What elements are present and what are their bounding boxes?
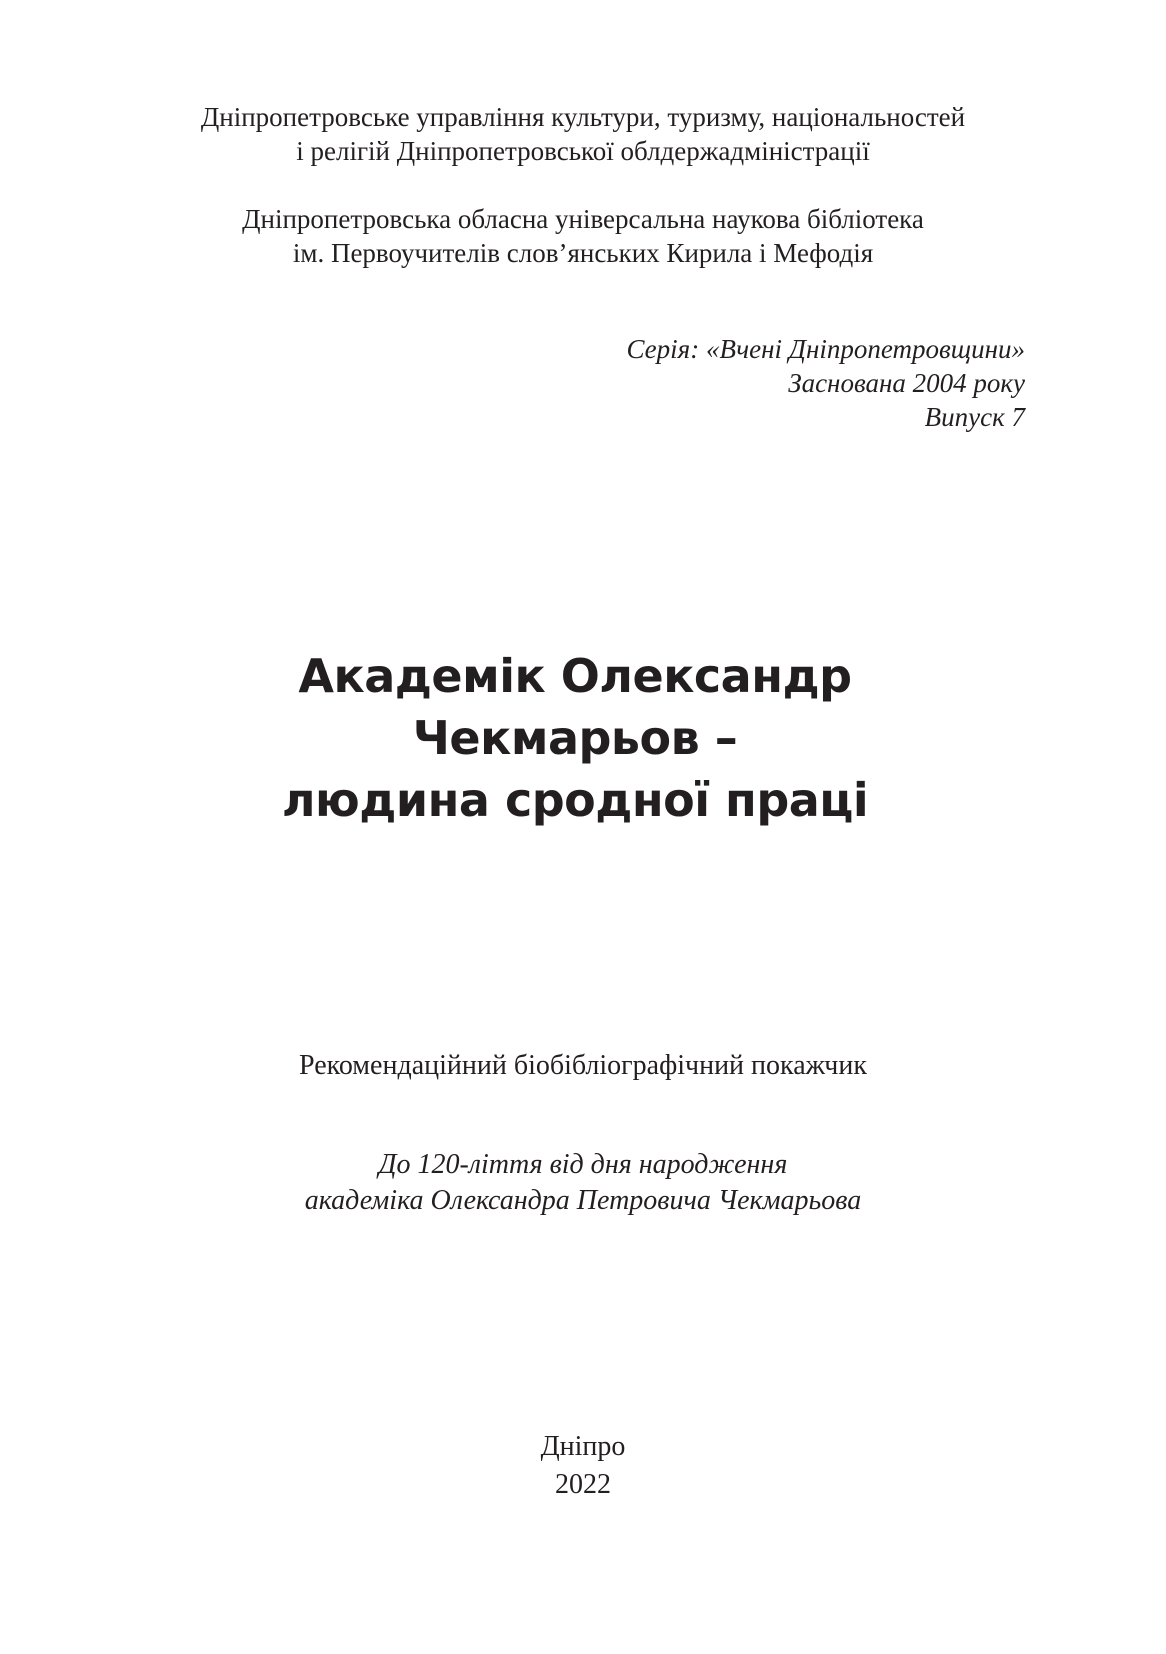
dedication-line-1: До 120-ліття від дня народження xyxy=(378,1149,788,1180)
series-issue: Випуск 7 xyxy=(924,402,1025,432)
book-subtitle xyxy=(0,1049,1166,1083)
book-title xyxy=(0,645,1158,831)
dedication-line-2: академіка Олександра Петровича Чекмарьова xyxy=(304,1185,862,1216)
organization-line-2: і релігій Дніпропетровської облдержадміністрації xyxy=(296,136,870,166)
title-line-1: Академік Олександр xyxy=(298,649,852,703)
library-line-1: Дніпропетровська обласна універсальна наукова бібліотека xyxy=(242,204,924,234)
imprint-city: Дніпро xyxy=(540,1431,626,1462)
title-line-3: людина сродної праці xyxy=(281,773,869,827)
title-line-2: Чекмарьов – xyxy=(412,711,738,765)
publisher-organization xyxy=(0,100,1166,168)
imprint-year: 2022 xyxy=(555,1469,611,1500)
series-info xyxy=(626,332,1025,434)
series-name: Серія: «Вчені Дніпропетровщини» xyxy=(626,334,1025,364)
series-founded: Заснована 2004 року xyxy=(788,368,1025,398)
publisher-library xyxy=(0,202,1166,270)
imprint xyxy=(0,1428,1166,1504)
library-line-2: ім. Первоучителів слов’янських Кирила і Мефодія xyxy=(292,238,874,268)
subtitle-text: Рекомендаційний біобібліографічний покажчик xyxy=(299,1050,867,1081)
dedication xyxy=(0,1147,1166,1219)
organization-line-1: Дніпропетровське управління культури, туризму, національностей xyxy=(200,102,966,132)
